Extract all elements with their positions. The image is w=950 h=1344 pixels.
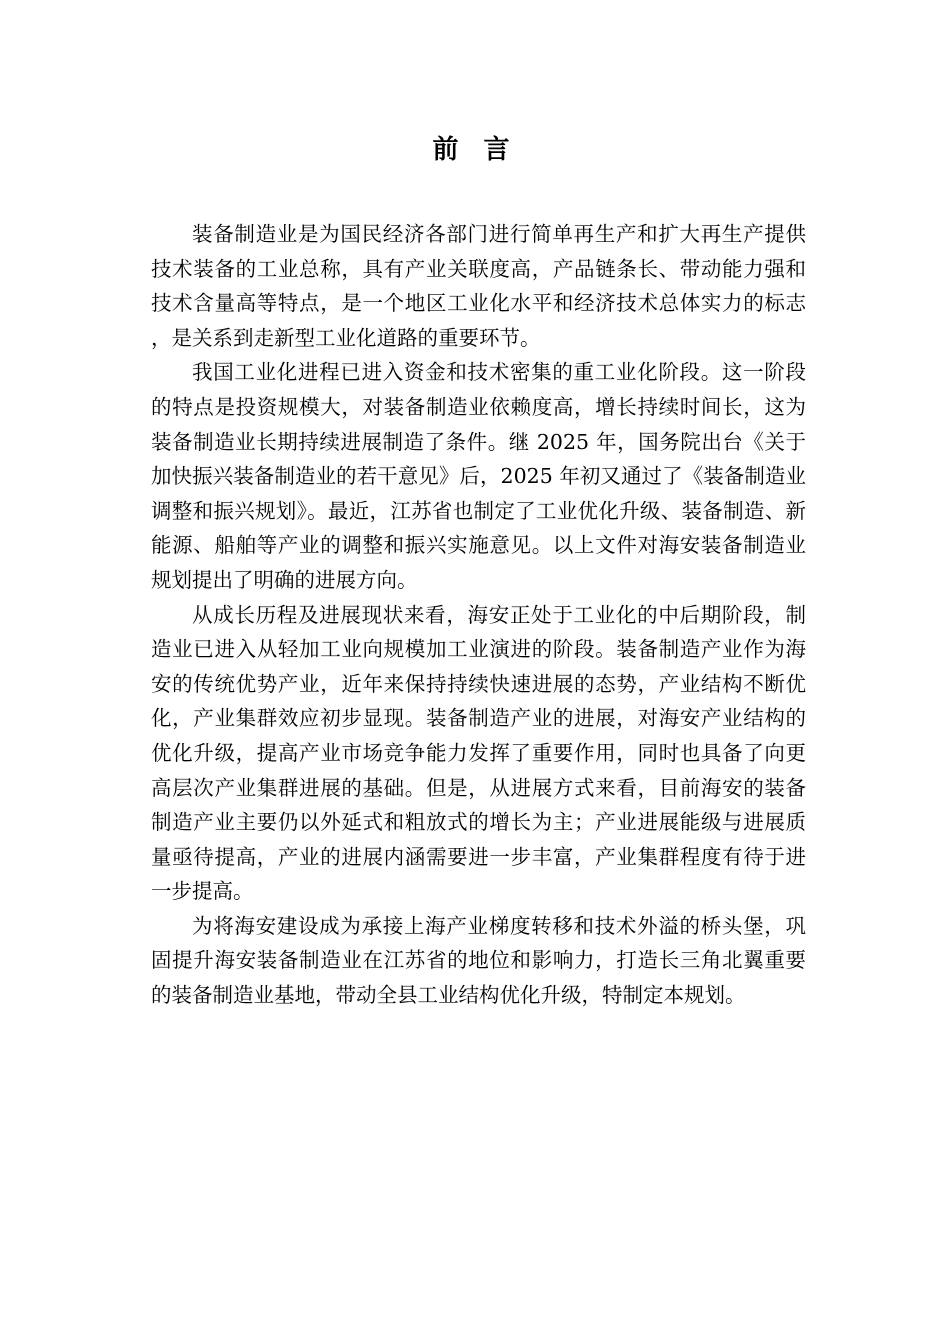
paragraph-4: 为将海安建设成为承接上海产业梯度转移和技术外溢的桥头堡，巩固提升海安装备制造业在江苏省的地位和影响力，打造长三角北翼重要的装备制造业基地，带动全县工业结构优化升级，特制定本规划。: [151, 913, 806, 1008]
paragraph-3: 从成长历程及进展现状来看，海安正处于工业化的中后期阶段，制造业已进入从轻加工业向规模加工业演进的阶段。装备制造产业作为海安的传统优势产业，近年来保持持续快速进展的态势，产业结构不断优化，产业集群效应初步显现。装备制造产业的进展，对海安产业结构的优化升级，提高产业市场竞争能力发挥了重要作用，同时也具备了向更高层次产业集群进展的基础。但是，从进展方式来看，目前海安的装备制造产业主要仍以外延式和粗放式的增长为主；产业进展能级与进展质量亟待提高，产业的进展内涵需要进一步丰富，产业集群程度有待于进一步提高。: [151, 602, 806, 904]
paragraph-2: 我国工业化进程已进入资金和技术密集的重工业化阶段。这一阶段的特点是投资规模大，对装备制造业依赖度高，增长持续时间长，这为装备制造业长期持续进展制造了条件。继 2025 年，国务院出台《关于加快振兴装备制造业的若干意见》后，2025 年初又通过了《装备制造业调整和振兴规划》。最近，江苏省也制定了工业优化升级、装备制造、新能源、船舶等产业的调整和振兴实施意见。以上文件对海安装备制造业规划提出了明确的进展方向。: [151, 360, 806, 592]
paragraph-1: 装备制造业是为国民经济各部门进行简单再生产和扩大再生产提供技术装备的工业总称，具有产业关联度高，产品链条长、带动能力强和技术含量高等特点，是一个地区工业化水平和经济技术总体实力的标志，是关系到走新型工业化道路的重要环节。: [151, 222, 806, 350]
page-title: 前 言: [432, 135, 518, 165]
body-text: [151, 217, 806, 1013]
